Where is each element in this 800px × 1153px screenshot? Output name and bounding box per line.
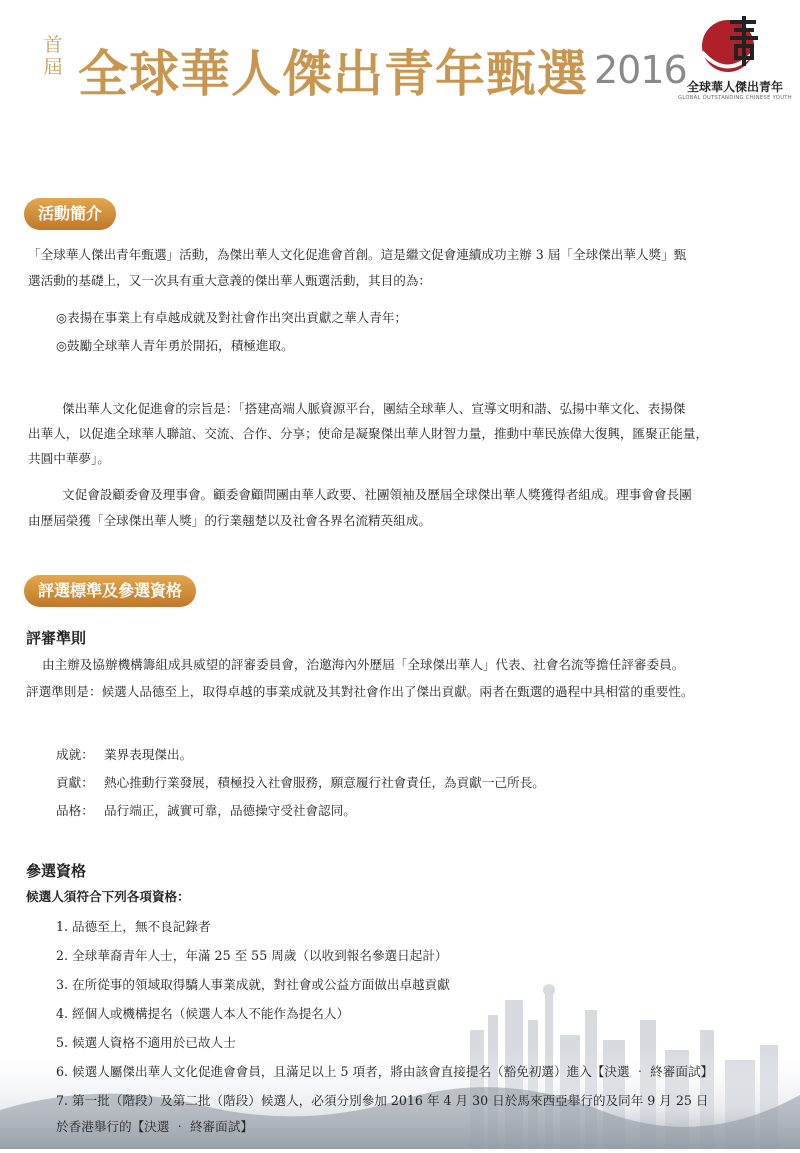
criterion-label: 貢獻：: [56, 775, 94, 790]
criterion-text: 品行端正，誠實可靠，品德操守受社會認同。: [104, 803, 356, 818]
criteria-line: 評選準則是：候選人品德至上，取得卓越的事業成就及其對社會作出了傑出貢獻。兩者在甄選的過程中具相當的重要性。: [26, 684, 694, 699]
criterion-achievement: [56, 744, 192, 763]
mission-line: 傑出華人文化促進會的宗旨是：「搭建高端人脈資源平台，團結全球華人、宣導文明和諧、弘揚中華文化、表揚傑: [62, 401, 686, 416]
intro-line: 選活動的基礎上，又一次具有重大意義的傑出華人甄選活動，其目的為：: [28, 273, 431, 288]
eligibility-item: 5. 候選人資格不適用於已故人士: [56, 1035, 236, 1050]
eligibility-heading: 參選資格: [26, 862, 87, 880]
edition-char: 屆: [43, 56, 63, 78]
section-criteria-eligibility-label: 評選標準及參選資格: [24, 575, 196, 607]
criterion-character: [56, 800, 356, 819]
title-year: 2016: [594, 48, 687, 92]
aim-item: ◎鼓勵全球華人青年勇於開拓，積極進取。: [56, 338, 294, 353]
criterion-label: 成就：: [56, 747, 94, 762]
organization-logo: [676, 12, 794, 108]
committee-line: 由歷屆榮獲「全球傑出華人獎」的行業翹楚以及社會各界名流精英組成。: [28, 513, 431, 528]
criteria-paragraph: [26, 651, 693, 705]
section-activity-intro-label: 活動簡介: [24, 198, 116, 230]
eligibility-item: 7. 第一批（階段）及第二批（階段）候選人，必須分別參加 2016 年 4 月 30 日於馬來西亞舉行的及同年 9 月 25 日: [56, 1093, 709, 1108]
eligibility-item: 4. 經個人或機構提名（候選人本人不能作為提名人）: [56, 1006, 350, 1021]
logo-text: 全球華人傑出青年: [686, 80, 783, 94]
criterion-label: 品格：: [56, 803, 94, 818]
criteria-line: 由主辦及協辦機構籌組成具威望的評審委員會，治邀海內外歷屆「全球傑出華人」代表、社會名流等擔任評審委員。: [42, 657, 685, 672]
committee-paragraph: [28, 482, 692, 534]
first-char: 首: [43, 34, 63, 56]
eligibility-item: 2. 全球華裔青年人士，年滿 25 至 55 周歲（以收到報名參選日起計）: [56, 948, 448, 963]
criteria-heading: 評審準則: [26, 629, 87, 647]
logo-emblem-icon: [694, 12, 774, 76]
intro-line: 「全球華人傑出青年甄選」活動，為傑出華人文化促進會首創。這是繼文促會連續成功主辦 3 屆「全球傑出華人獎」甄: [28, 247, 687, 262]
mission-paragraph: [28, 396, 708, 471]
eligibility-item: 1. 品德至上，無不良記錄者: [56, 919, 211, 934]
page-header: [0, 0, 800, 120]
criterion-text: 熱心推動行業發展，積極投入社會服務，願意履行社會責任，為貢獻一己所長。: [104, 775, 545, 790]
eligibility-intro: 候選人須符合下列各項資格：: [26, 889, 190, 904]
aim-item: ◎表揚在事業上有卓越成就及對社會作出突出貢獻之華人青年；: [56, 310, 408, 325]
intro-paragraph: [28, 242, 686, 294]
logo-subtext: GLOBAL OUTSTANDING CHINESE YOUTH: [678, 95, 792, 101]
first-edition-label: [33, 34, 73, 78]
eligibility-item: 3. 在所從事的領域取得驕人事業成就，對社會或公益方面做出卓越貢獻: [56, 977, 450, 992]
mission-line: 出華人，以促進全球華人聯誼、交流、合作、分享；使命是凝聚傑出華人財智力量，推動中華民族偉大復興，匯聚正能量，: [28, 426, 709, 441]
page-title: 全球華人傑出青年甄選: [78, 45, 588, 103]
criterion-contribution: [56, 772, 545, 791]
mission-line: 共圓中華夢」。: [28, 451, 110, 466]
criterion-text: 業界表現傑出。: [104, 747, 193, 762]
eligibility-item: 6. 候選人屬傑出華人文化促進會會員，且滿足以上 5 項者，將由該會直接提名（豁免初選）進入【決選 ‧ 終審面試】: [56, 1064, 714, 1079]
eligibility-item-continuation: 於香港舉行的【決選 ‧ 終審面試】: [56, 1119, 253, 1134]
committee-line: 文促會設顧委會及理事會。顧委會顧問團由華人政要、社團領袖及歷屆全球傑出華人獎獲得者組成。理事會會長團: [62, 487, 692, 502]
eligibility-list: [56, 912, 713, 1115]
aims-list: [56, 304, 407, 360]
